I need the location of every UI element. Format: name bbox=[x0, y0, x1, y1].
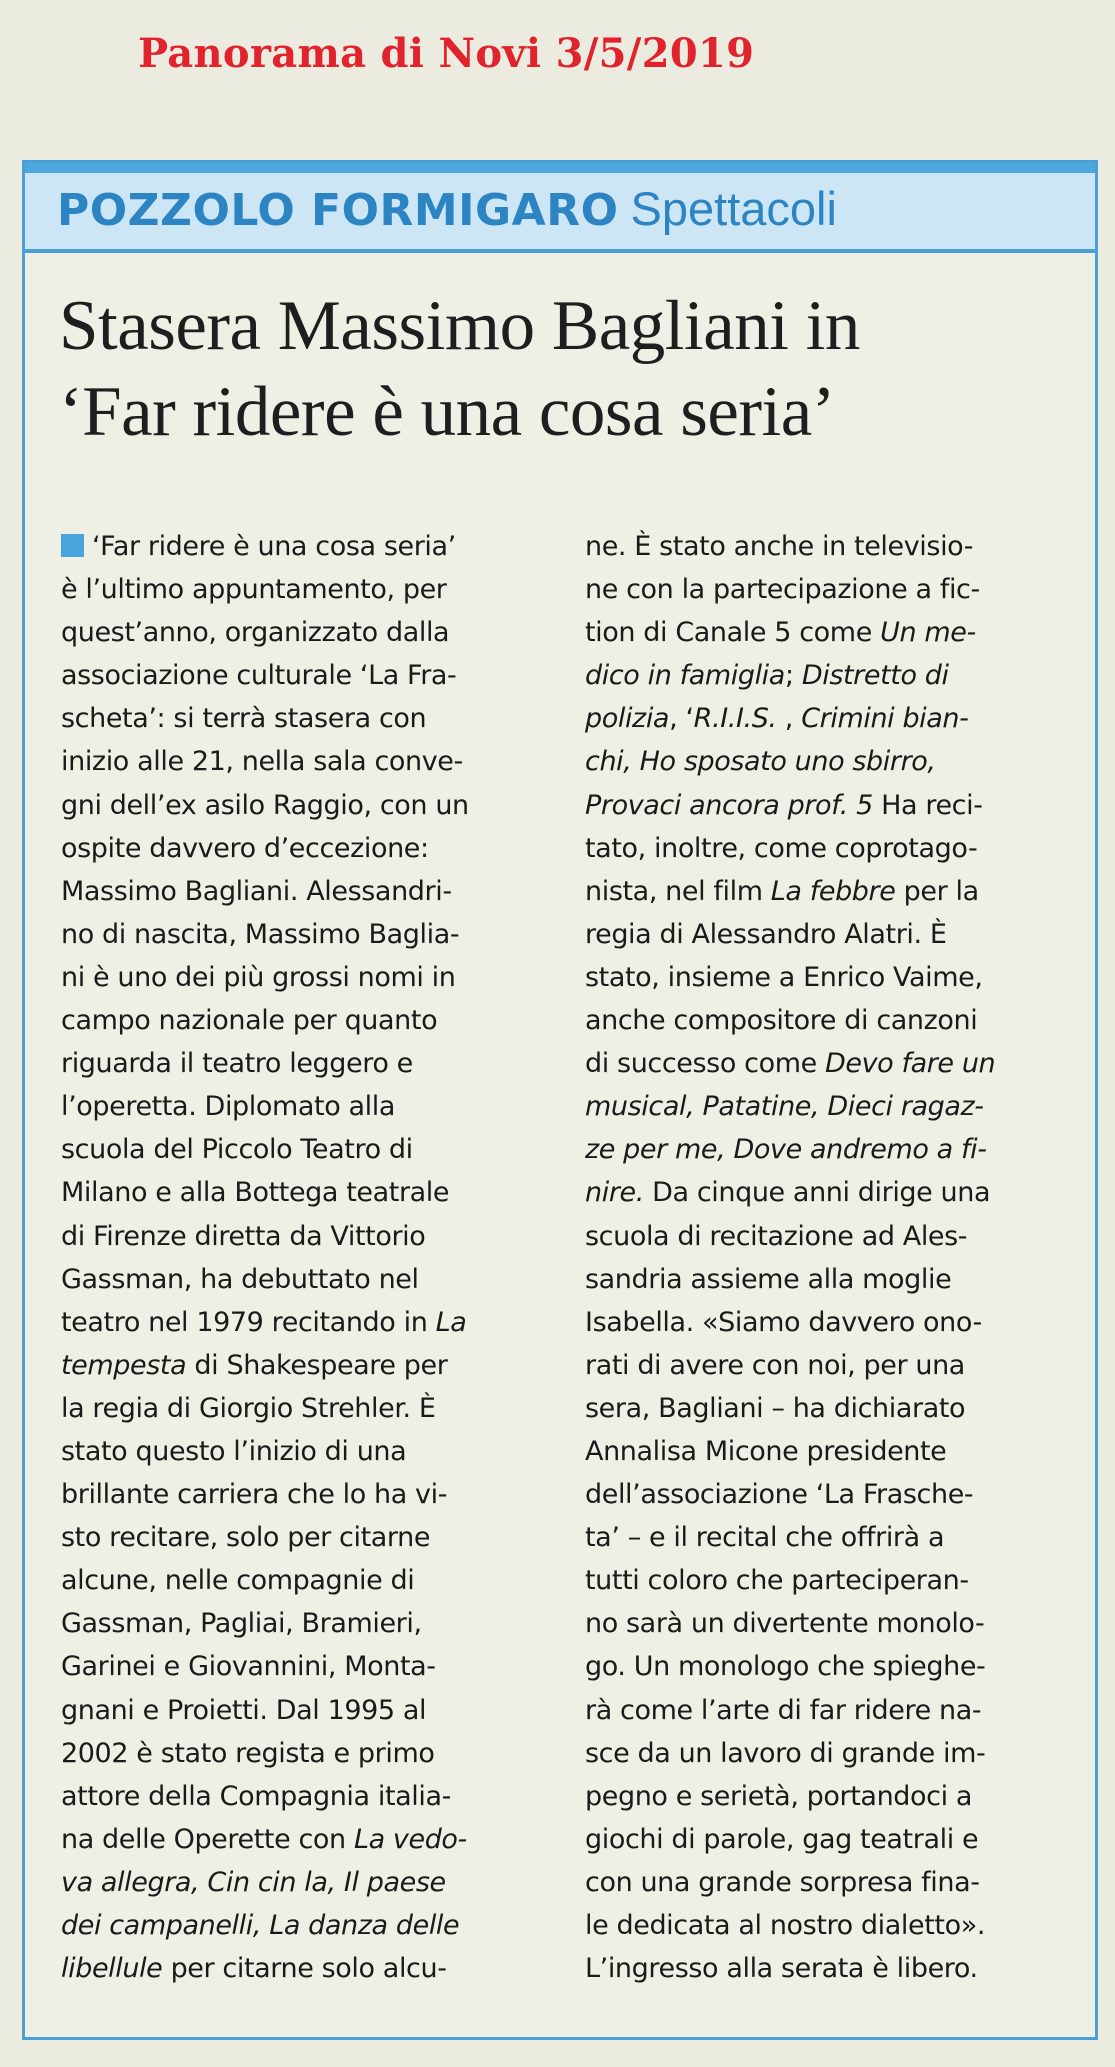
body-line: scuola del Piccolo Teatro di bbox=[61, 1134, 413, 1166]
body-line: gni dell’ex asilo Raggio, con un bbox=[61, 789, 469, 821]
body-line: giochi di parole, gag teatrali e bbox=[585, 1823, 979, 1855]
body-line: quest’anno, organizzato dalla bbox=[61, 617, 450, 649]
body-line: ‘Far ridere è una cosa seria’ bbox=[61, 525, 581, 568]
title-italic: La febbre bbox=[770, 875, 896, 907]
body-line: Milano e alla Bottega teatrale bbox=[61, 1177, 450, 1209]
body-line: Massimo Bagliani. Alessandri- bbox=[61, 875, 452, 907]
headline-line-1: Stasera Massimo Bagliani in bbox=[59, 287, 860, 365]
body-line: Garinei e Giovannini, Monta- bbox=[61, 1651, 436, 1683]
title-italic: Crimini bian- bbox=[801, 703, 969, 735]
title-italic: La vedo- bbox=[353, 1823, 467, 1855]
body-line: sandria assieme alla moglie bbox=[585, 1263, 952, 1295]
title-italic: R.I.I.S. bbox=[693, 703, 777, 735]
body-line: ta’ – e il recital che offrirà a bbox=[585, 1522, 945, 1554]
body-line: 2002 è stato regista e primo bbox=[61, 1737, 435, 1769]
body-line: riguarda il teatro leggero e bbox=[61, 1048, 413, 1080]
body-line: L’ingresso alla serata è libero. bbox=[585, 1953, 978, 1985]
body-line: no sarà un divertente monolo- bbox=[585, 1608, 985, 1640]
source-caption: Panorama di Novi 3/5/2019 bbox=[138, 30, 755, 77]
body-line: tutti coloro che parteciperan- bbox=[585, 1565, 969, 1597]
body-line: attore della Compagnia italia- bbox=[61, 1780, 451, 1812]
body-line: rà come l’arte di far ridere na- bbox=[585, 1694, 982, 1726]
body-line: Gassman, Pagliai, Bramieri, bbox=[61, 1608, 422, 1640]
body-line: di successo come Devo fare un bbox=[585, 1048, 996, 1080]
body-line: stato, insieme a Enrico Vaime, bbox=[585, 961, 983, 993]
title-italic: Provaci ancora prof. 5 bbox=[585, 789, 873, 821]
body-line: teatro nel 1979 recitando in La bbox=[61, 1306, 467, 1338]
title-italic: dico in famiglia bbox=[585, 660, 785, 692]
body-line: sce da un lavoro di grande im- bbox=[585, 1737, 986, 1769]
article-column-left bbox=[61, 525, 581, 1990]
body-line: è l’ultimo appuntamento, per bbox=[61, 574, 447, 606]
article-headline bbox=[59, 283, 1069, 455]
title-italic: libellule bbox=[61, 1953, 163, 1985]
body-line: na delle Operette con La vedo- bbox=[61, 1823, 467, 1855]
title-italic: polizia bbox=[585, 703, 670, 735]
body-line bbox=[585, 1085, 1085, 1128]
body-line: tato, inoltre, come coprotago- bbox=[585, 832, 978, 864]
body-line: Annalisa Micone presidente bbox=[585, 1435, 947, 1467]
body-line: tion di Canale 5 come Un me- bbox=[585, 617, 976, 649]
body-line: campo nazionale per quanto bbox=[61, 1005, 438, 1037]
body-line: dell’associazione ‘La Frasche- bbox=[585, 1479, 974, 1511]
body-line bbox=[585, 740, 1085, 783]
body-line: Isabella. «Siamo davvero ono- bbox=[585, 1306, 982, 1338]
body-line: nista, nel film La febbre per la bbox=[585, 875, 979, 907]
newspaper-clipping bbox=[22, 160, 1098, 2040]
title-italic: musical, Patatine, Dieci ragaz- bbox=[585, 1091, 984, 1123]
title-italic: tempesta bbox=[61, 1349, 187, 1381]
body-line: brillante carriera che lo ha vi- bbox=[61, 1479, 448, 1511]
body-line: anche compositore di canzoni bbox=[585, 1005, 978, 1037]
title-italic: La bbox=[435, 1306, 467, 1338]
body-line: alcune, nelle compagnie di bbox=[61, 1565, 415, 1597]
body-line bbox=[585, 1128, 1085, 1171]
body-line: scuola di recitazione ad Ales- bbox=[585, 1220, 968, 1252]
title-italic: dei campanelli, La danza delle bbox=[61, 1910, 460, 1941]
body-line: regia di Alessandro Alatri. È bbox=[585, 918, 947, 950]
body-line: Gassman, ha debuttato nel bbox=[61, 1263, 419, 1295]
body-line: l’operetta. Diplomato alla bbox=[61, 1091, 396, 1123]
body-line: associazione culturale ‘La Fra- bbox=[61, 660, 457, 692]
body-line: ospite davvero d’eccezione: bbox=[61, 832, 429, 864]
body-line: Provaci ancora prof. 5 Ha reci- bbox=[585, 789, 983, 821]
body-line: no di nascita, Massimo Baglia- bbox=[61, 918, 460, 950]
title-italic: Distretto di bbox=[801, 660, 949, 692]
body-line: con una grande sorpresa fina- bbox=[585, 1866, 980, 1898]
body-line: libellule per citarne solo alcu- bbox=[61, 1953, 447, 1985]
body-line: scheta’: si terrà stasera con bbox=[61, 703, 427, 735]
body-line: sera, Bagliani – ha dichiarato bbox=[585, 1392, 966, 1424]
article-column-right bbox=[585, 525, 1085, 1990]
body-line: ne con la partecipazione a fic- bbox=[585, 574, 980, 606]
paragraph-marker-icon bbox=[61, 534, 84, 557]
body-line: le dedicata al nostro dialetto». bbox=[585, 1910, 986, 1941]
body-line: nire. Da cinque anni dirige una bbox=[585, 1177, 991, 1209]
body-line: inizio alle 21, nella sala conve- bbox=[61, 746, 463, 778]
body-line: rati di avere con noi, per una bbox=[585, 1349, 965, 1381]
banner-section: Spettacoli bbox=[630, 182, 837, 235]
body-line: sto recitare, solo per citarne bbox=[61, 1522, 431, 1554]
body-line: dico in famiglia; Distretto di bbox=[585, 660, 949, 692]
body-line: tempesta di Shakespeare per bbox=[61, 1349, 448, 1381]
title-italic: Devo fare un bbox=[825, 1048, 996, 1080]
title-italic: Un me- bbox=[880, 617, 976, 649]
title-italic: chi, Ho sposato uno sbirro, bbox=[585, 746, 936, 778]
title-italic: nire. bbox=[585, 1177, 644, 1209]
title-italic: va allegra, Cin cin la, Il paese bbox=[61, 1866, 446, 1898]
body-line bbox=[61, 1861, 581, 1904]
body-line: la regia di Giorgio Strehler. È bbox=[61, 1392, 436, 1424]
body-line bbox=[61, 1904, 581, 1947]
body-line: stato questo l’inizio di una bbox=[61, 1435, 407, 1467]
banner-town: POZZOLO FORMIGARO bbox=[57, 185, 619, 236]
body-line: go. Un monologo che spieghe- bbox=[585, 1651, 986, 1683]
body-line: gnani e Proietti. Dal 1995 al bbox=[61, 1694, 427, 1726]
body-line: pegno e serietà, portandoci a bbox=[585, 1780, 973, 1812]
body-line: di Firenze diretta da Vittorio bbox=[61, 1220, 426, 1252]
body-line: polizia, ‘R.I.I.S. , Crimini bian- bbox=[585, 703, 969, 735]
body-line: ni è uno dei più grossi nomi in bbox=[61, 961, 456, 993]
body-line: ne. È stato anche in televisio- bbox=[585, 531, 974, 562]
banner-text bbox=[57, 182, 837, 236]
title-italic: ze per me, Dove andremo a fi- bbox=[585, 1134, 987, 1166]
headline-line-2: ‘Far ridere è una cosa seria’ bbox=[59, 373, 835, 451]
section-banner bbox=[25, 163, 1095, 253]
